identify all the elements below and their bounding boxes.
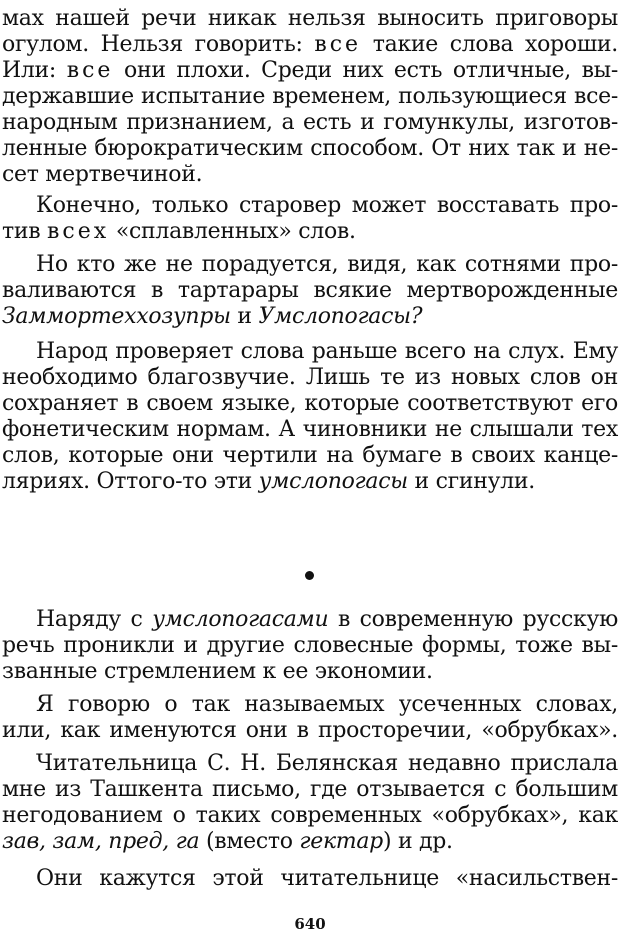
spaced-emphasis: всех — [47, 219, 110, 244]
text-line: Заммортеххозупры и Умслопогасы? — [2, 304, 423, 329]
spaced-emphasis: все — [66, 58, 114, 83]
text-line: Народ проверяет слова раньше всего на слух. Ему — [36, 339, 618, 364]
text-line: ляриях. Оттого-то эти умслопогасы и сгинули. — [2, 469, 535, 494]
text-line: огулом. Нельзя говорить: все такие слова хороши. — [2, 32, 618, 57]
italic-word: Заммортеххозупры — [2, 304, 231, 329]
text-line: тив всех «сплавленных» слов. — [2, 219, 356, 244]
text-line: Или: все они плохи. Среди них есть отличные, вы- — [2, 58, 619, 83]
italic-word: Умслопогасы? — [258, 304, 423, 329]
italic-word: умслопогасами — [152, 607, 329, 632]
text-line: речь проникли и другие словесные формы, тоже вы- — [2, 633, 618, 658]
italic-word: гектар — [299, 829, 383, 854]
text-line: или, как именуются они в просторечии, «обрубках». — [2, 718, 618, 743]
italic-word: умслопогасы — [258, 469, 408, 494]
text-line: Я говорю о так называемых усеченных словах, — [36, 692, 618, 717]
text-line: фонетическим нормам. А чиновники не слышали тех — [2, 417, 618, 442]
text-line: Конечно, только старовер может восставать про- — [36, 193, 618, 218]
text-line: званные стремлением к ее экономии. — [2, 659, 433, 684]
text-line: зав, зам, пред, га (вместо гектар) и др. — [2, 829, 453, 854]
italic-word: зав, зам, пред, га — [2, 829, 200, 854]
text-line: ленные бюрократическим способом. От них так и не- — [2, 136, 618, 161]
page-number: 640 — [294, 915, 326, 933]
section-divider-bullet — [305, 571, 314, 580]
text-line: валиваются в тартарары всякие мертворожденные — [2, 278, 618, 303]
text-line: сохраняет в своем языке, которые соответствуют его — [2, 391, 618, 416]
text-line: мне из Ташкента письмо, где отзывается с большим — [2, 777, 618, 802]
text-line: Они кажутся этой читательнице «насильствен- — [36, 866, 618, 891]
text-line: мах нашей речи никак нельзя выносить приговоры — [2, 6, 618, 31]
text-line: Но кто же не порадуется, видя, как сотнями про- — [36, 252, 618, 277]
text-line: слов, которые они чертили на бумаге в своих канце- — [2, 443, 618, 468]
text-line: необходимо благозвучие. Лишь те из новых слов он — [2, 365, 618, 390]
text-line: Наряду с умслопогасами в современную русскую — [36, 607, 618, 632]
text-line: Читательница С. Н. Белянская недавно прислала — [36, 751, 618, 776]
text-line: негодованием о таких современных «обрубках», как — [2, 803, 618, 828]
text-line: народным признанием, а есть и гомункулы, изготов- — [2, 110, 618, 135]
text-line: державшие испытание временем, пользующиеся все- — [2, 84, 618, 109]
text-line: сет мертвечиной. — [2, 162, 203, 187]
spaced-emphasis: все — [314, 32, 362, 57]
